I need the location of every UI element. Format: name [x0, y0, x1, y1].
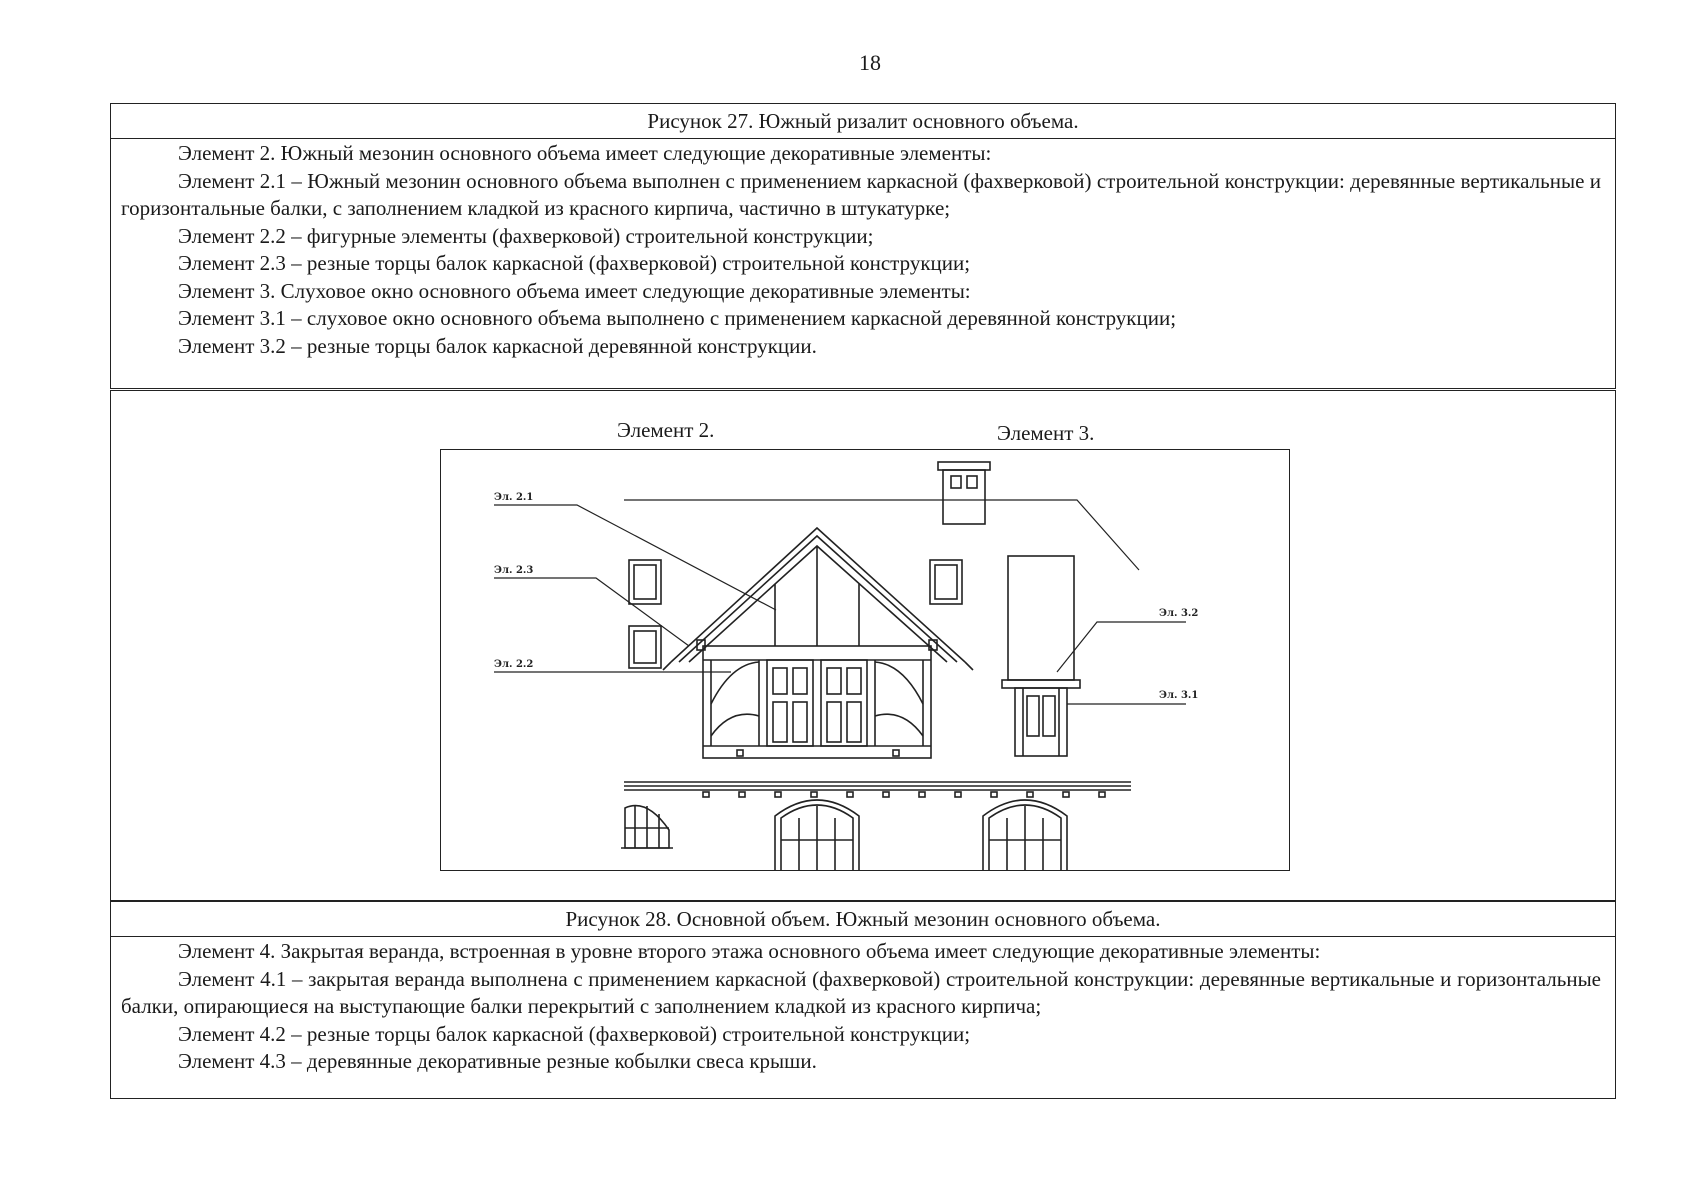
element-2-label: Элемент 2.	[617, 418, 715, 442]
chimney-vent-left	[951, 476, 961, 488]
callout-el-2-2: Эл. 2.2	[494, 659, 534, 670]
page-number: 18	[859, 50, 881, 75]
paragraph-element-3: Элемент 3. Слуховое окно основного объема имеет следующие декоративные элементы:	[178, 278, 971, 303]
figure-27-text	[121, 140, 1601, 360]
figure-27-caption: Рисунок 27. Южный ризалит основного объема.	[111, 104, 1615, 139]
callout-el-3-1: Эл. 3.1	[1159, 690, 1199, 701]
leader-el-3-2	[1057, 622, 1186, 672]
element-3-label: Элемент 3.	[997, 421, 1095, 445]
figure-27-section	[110, 103, 1616, 389]
facade-elevation	[441, 450, 1291, 872]
paragraph-element-4-1: Элемент 4.1 – закрытая веранда выполнена с применением каркасной (фахверковой) строительной конструкции: деревянные вертикальные и горизонтальные балки, опирающиеся на выступающие балки перекрытий с заполнением кладкой из красного кирпича;	[121, 966, 1601, 1018]
chimney-vent-right	[967, 476, 977, 488]
dormer-cornice	[1002, 680, 1080, 688]
chimney-cap	[938, 462, 990, 470]
curved-brace-left	[711, 662, 759, 704]
paragraph-element-3-1: Элемент 3.1 – слуховое окно основного объема выполнено с применением каркасной деревянной конструкции;	[178, 306, 1177, 330]
paragraph-element-4-3: Элемент 4.3 – деревянные декоративные резные кобылки свеса крыши.	[178, 1049, 817, 1073]
architectural-drawing	[440, 449, 1290, 871]
gable-roof-outer	[671, 528, 965, 662]
paragraph-element-2-1: Элемент 2.1 – Южный мезонин основного объема выполнен с применением каркасной (фахверковой) строительной конструкции: деревянные вертикальные и горизонтальные балки, с заполнением кладкой из красного кирпича, частично в штукатурке;	[121, 168, 1601, 220]
leader-el-3-top	[624, 500, 1139, 570]
curved-brace-right	[875, 662, 923, 704]
figure-28-text	[121, 938, 1601, 1076]
mezzanine-frame	[703, 646, 931, 758]
figure-28-caption: Рисунок 28. Основной объем. Южный мезонин основного объема.	[111, 902, 1615, 937]
paragraph-element-2-2: Элемент 2.2 – фигурные элементы (фахверковой) строительной конструкции;	[178, 223, 874, 248]
callout-el-2-3: Эл. 2.3	[494, 565, 534, 576]
leader-el-2-3	[494, 578, 689, 646]
callout-el-3-2: Эл. 3.2	[1159, 608, 1199, 619]
paragraph-element-2-3: Элемент 2.3 – резные торцы балок каркасной (фахверковой) строительной конструкции;	[178, 251, 971, 275]
callout-el-2-1: Эл. 2.1	[494, 492, 534, 503]
leader-el-2-1	[494, 505, 776, 610]
paragraph-element-2: Элемент 2. Южный мезонин основного объема имеет следующие декоративные элементы:	[178, 141, 992, 165]
figure-28-section	[110, 901, 1616, 1099]
dormer-tower	[1008, 556, 1074, 680]
veranda-door-left	[767, 660, 813, 746]
chimney	[943, 470, 985, 524]
paragraph-element-4-2: Элемент 4.2 – резные торцы балок каркасной (фахверковой) строительной конструкции;	[178, 1021, 971, 1046]
paragraph-element-4: Элемент 4. Закрытая веранда, встроенная в уровне второго этажа основного объема имеет следующие декоративные элементы:	[178, 939, 1321, 963]
veranda-door-right	[821, 660, 867, 746]
paragraph-element-3-2: Элемент 3.2 – резные торцы балок каркасной деревянной конструкции.	[178, 333, 817, 358]
